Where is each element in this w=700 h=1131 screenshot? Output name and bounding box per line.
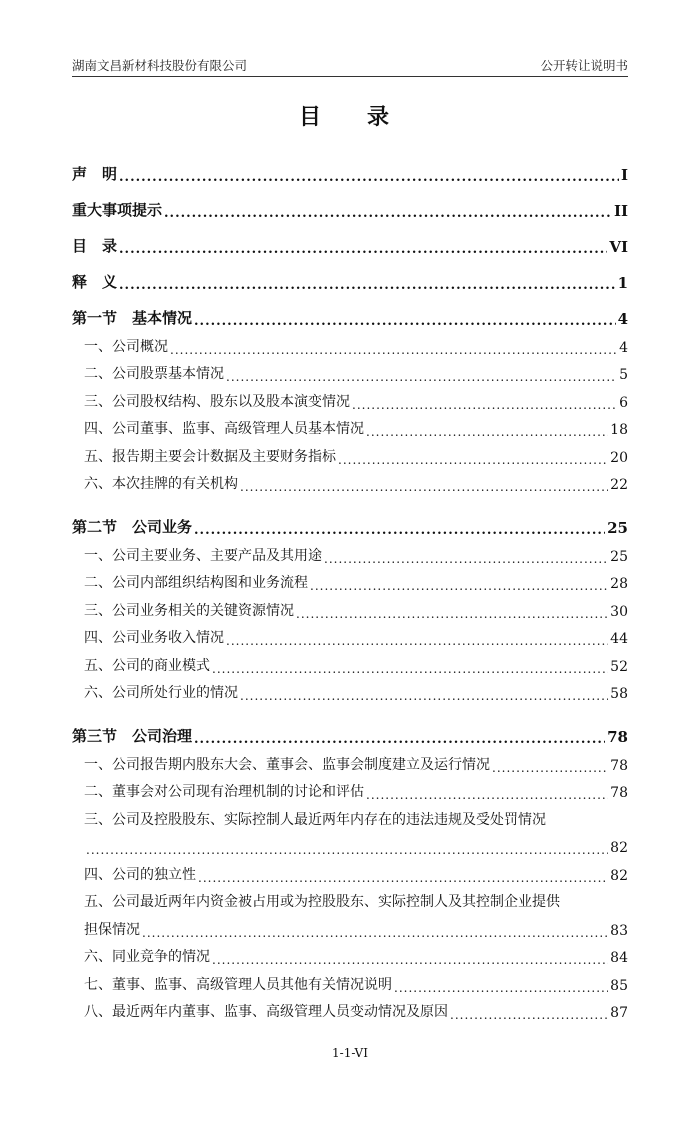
- toc-subsection-entry[interactable]: [72, 537, 628, 565]
- toc-page-number: 85: [610, 977, 628, 994]
- page-title: 目 录: [298, 104, 401, 130]
- toc-page-number: 84: [610, 950, 628, 966]
- toc-leader-dots: [492, 762, 608, 774]
- toc-page-number: 1: [617, 274, 628, 292]
- section-spacer: [72, 702, 628, 710]
- toc-subsection-entry[interactable]: [72, 620, 628, 648]
- toc-section-entry[interactable]: [72, 256, 628, 292]
- toc-entry-label: 四、公司业务收入情况: [84, 630, 224, 646]
- toc-subsection-entry[interactable]: [72, 592, 628, 620]
- toc-entry-label: 一、公司报告期内股东大会、董事会、监事会制度建立及运行情况: [84, 756, 490, 773]
- toc-page-number: 78: [610, 757, 628, 774]
- toc-subsection-entry[interactable]: [72, 383, 628, 411]
- toc-page-number: 52: [610, 658, 628, 675]
- toc-page-number: 58: [610, 686, 628, 702]
- toc-page-number: 44: [610, 631, 628, 647]
- toc-subsection-entry[interactable]: [72, 328, 628, 356]
- page-number: 1-1-VI: [332, 1046, 368, 1060]
- header-divider: [72, 76, 628, 77]
- toc-leader-dots: [142, 927, 608, 939]
- toc-page-number: 28: [610, 576, 628, 592]
- toc-entry-label: 六、公司所处行业的情况: [84, 685, 238, 701]
- toc-entry-label: 三、公司股权结构、股东以及股本演变情况: [84, 393, 350, 410]
- toc-leader-dots: [226, 635, 608, 647]
- toc-entry-label: 释 义: [72, 273, 118, 291]
- toc-section-entry[interactable]: [72, 184, 628, 220]
- toc-entry-label: 四、公司的独立性: [84, 866, 196, 883]
- toc-entry-label: 二、公司内部组织结构图和业务流程: [84, 575, 308, 591]
- toc-leader-dots: [194, 733, 605, 746]
- toc-entry-label: 七、董事、监事、高级管理人员其他有关情况说明: [84, 976, 392, 993]
- toc-page-number: 82: [610, 867, 628, 884]
- toc-entry-label: 重大事项提示: [72, 201, 163, 219]
- toc-subsection-entry[interactable]: [72, 466, 628, 494]
- toc-leader-dots: [170, 344, 617, 356]
- toc-section-entry[interactable]: [72, 710, 628, 746]
- toc-page-number: II: [613, 202, 628, 220]
- toc-entry-label: 八、最近两年内董事、监事、高级管理人员变动情况及原因: [84, 1004, 448, 1020]
- toc-subsection-entry[interactable]: [72, 356, 628, 384]
- toc-leader-dots: [86, 844, 608, 856]
- toc-leader-dots: [226, 371, 617, 383]
- toc-leader-dots: [119, 243, 607, 256]
- toc-entry-text[interactable]: 五、公司最近两年内资金被占用或为控股股东、实际控制人及其控制企业提供: [84, 894, 560, 910]
- toc-subsection-entry[interactable]: [72, 911, 628, 939]
- table-of-contents: [72, 148, 628, 1021]
- toc-leader-dots: [296, 608, 608, 620]
- toc-section-entry[interactable]: [72, 501, 628, 537]
- toc-leader-dots: [119, 279, 616, 292]
- toc-page-number: VI: [609, 238, 628, 256]
- toc-subsection-entry[interactable]: [72, 675, 628, 703]
- toc-leader-dots: [352, 399, 617, 411]
- toc-section-entry[interactable]: [72, 292, 628, 328]
- toc-entry-label: 四、公司董事、监事、高级管理人员基本情况: [84, 421, 364, 437]
- toc-subsection-entry[interactable]: [72, 966, 628, 994]
- toc-page-number: 87: [610, 1005, 628, 1021]
- toc-subsection-entry[interactable]: [72, 856, 628, 884]
- toc-leader-dots: [366, 426, 608, 438]
- toc-subsection-entry[interactable]: [72, 939, 628, 967]
- page-header: [72, 52, 628, 76]
- toc-leader-dots: [194, 524, 605, 537]
- toc-leader-dots: [394, 982, 608, 994]
- toc-subsection-entry[interactable]: [72, 411, 628, 439]
- toc-page-number: 4: [619, 339, 628, 356]
- toc-subsection-entry[interactable]: [72, 565, 628, 593]
- toc-page-number: 18: [610, 422, 628, 438]
- toc-entry-label: 一、公司概况: [84, 338, 168, 355]
- toc-entry-label: 担保情况: [84, 921, 140, 938]
- toc-entry-label: 第三节 公司治理: [72, 727, 193, 745]
- toc-leader-dots: [212, 954, 608, 966]
- toc-section-entry[interactable]: [72, 148, 628, 184]
- toc-subsection-entry[interactable]: [72, 438, 628, 466]
- toc-entry-label: 二、董事会对公司现有治理机制的讨论和评估: [84, 784, 364, 800]
- toc-leader-dots: [198, 872, 608, 884]
- section-spacer: [72, 493, 628, 501]
- toc-entry-label: 第一节 基本情况: [72, 309, 193, 327]
- toc-entry-label: 六、同业竞争的情况: [84, 949, 210, 965]
- toc-subsection-entry[interactable]: [72, 647, 628, 675]
- toc-leader-dots: [310, 580, 608, 592]
- document-type: 公开转让说明书: [540, 58, 628, 73]
- toc-page-number: 20: [610, 449, 628, 466]
- toc-leader-dots: [164, 207, 612, 220]
- toc-section-entry[interactable]: [72, 220, 628, 256]
- toc-entry-label: 第二节 公司业务: [72, 518, 193, 536]
- toc-entry-label: 三、公司业务相关的关键资源情况: [84, 602, 294, 619]
- toc-leader-dots: [194, 315, 616, 328]
- toc-page-number: 82: [610, 840, 628, 856]
- toc-leader-dots: [240, 690, 608, 702]
- toc-leader-dots: [338, 454, 608, 466]
- toc-leader-dots: [212, 663, 608, 675]
- toc-entry-label: 五、报告期主要会计数据及主要财务指标: [84, 448, 336, 465]
- toc-leader-dots: [119, 171, 619, 184]
- toc-leader-dots: [324, 553, 608, 565]
- toc-entry-label: 二、公司股票基本情况: [84, 366, 224, 382]
- toc-subsection-entry[interactable]: [72, 829, 628, 857]
- toc-leader-dots: [240, 481, 608, 493]
- company-name: 湖南文昌新材科技股份有限公司: [72, 58, 248, 73]
- toc-subsection-entry[interactable]: [72, 774, 628, 802]
- toc-entry-label: 一、公司主要业务、主要产品及其用途: [84, 547, 322, 564]
- toc-entry-label: 声 明: [72, 165, 118, 183]
- toc-entry-label: 目 录: [72, 237, 118, 255]
- toc-page-number: 5: [619, 367, 628, 383]
- toc-entry-text[interactable]: 三、公司及控股股东、实际控制人最近两年内存在的违法违规及受处罚情况: [84, 811, 546, 828]
- toc-page-number: I: [620, 166, 628, 184]
- toc-page-number: 30: [610, 603, 628, 620]
- toc-page-number: 22: [610, 477, 628, 493]
- toc-page-number: 78: [610, 785, 628, 801]
- toc-entry-label: 六、本次挂牌的有关机构: [84, 476, 238, 492]
- toc-page-number: 25: [610, 548, 628, 565]
- toc-page-number: 6: [619, 394, 628, 411]
- toc-leader-dots: [366, 789, 608, 801]
- toc-page-number: 78: [607, 728, 628, 746]
- toc-subsection-entry[interactable]: [72, 994, 628, 1022]
- toc-page-number: 25: [607, 519, 628, 537]
- toc-page-number: 4: [617, 310, 628, 328]
- toc-page-number: 83: [610, 922, 628, 939]
- toc-leader-dots: [450, 1009, 608, 1021]
- toc-entry-label: 五、公司的商业模式: [84, 657, 210, 674]
- toc-subsection-entry[interactable]: [72, 746, 628, 774]
